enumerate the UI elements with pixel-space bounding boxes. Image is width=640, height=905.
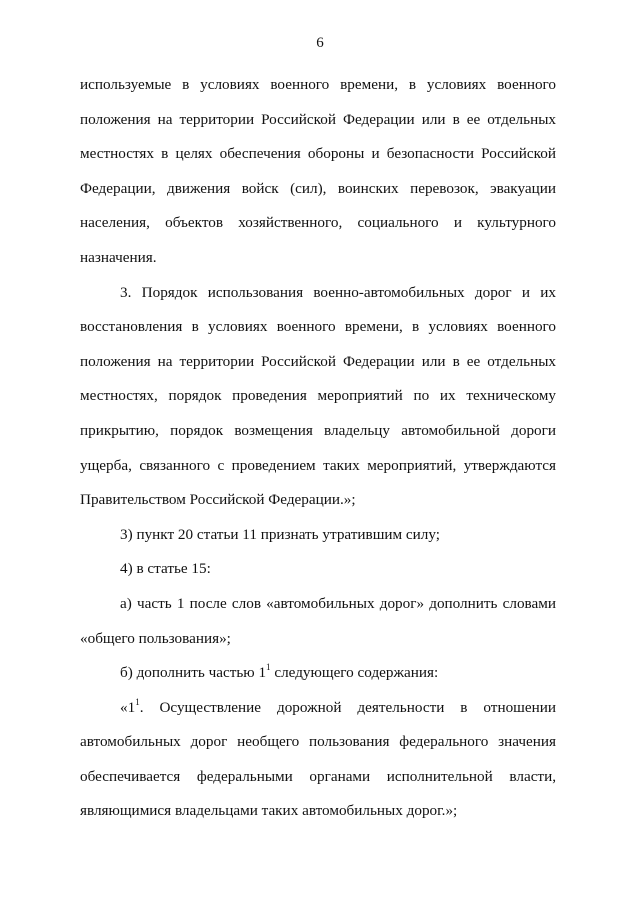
paragraph-part-1-1 [80, 691, 556, 829]
paragraph-clause-3: 3) пункт 20 статьи 11 признать утратившим силу; [120, 525, 440, 543]
paragraph-subclause-a: а) часть 1 после слов «автомобильных дорог» дополнить словами «общего пользования»; [80, 594, 556, 647]
paragraph-subclause-b-text: б) дополнить частью 1 [120, 664, 267, 682]
document-body [80, 68, 556, 829]
paragraph-part-1-1-lead: «1 [120, 698, 136, 716]
paragraph-subclause-b [80, 656, 556, 691]
paragraph-subclause-b-tail: следующего содержания: [270, 664, 439, 682]
page-number: 6 [316, 35, 324, 51]
superscript-number: 1 [135, 696, 140, 707]
paragraph-part-1-1-text: . Осуществление дорожной деятельности в отношении автомобильных дорог необщего пользования федерального значения обеспечивается федеральными органами исполнительной власти, являющимися владельцами таких автомобильных дорог.»; [80, 698, 556, 820]
paragraph-continuation: используемые в условиях военного времени, в условиях военного положения на территории Российской Федерации или в ее отдельных местностях в целях обеспечения обороны и безопасности Российской Федерации, движения войск (сил), воинских перевозок, эвакуации населения, объектов хозяйственного, социального и культурного назначения. [80, 76, 556, 266]
paragraph-clause-4: 4) в статье 15: [120, 560, 211, 578]
superscript-number: 1 [266, 662, 271, 673]
paragraph-item-3: 3. Порядок использования военно-автомобильных дорог и их восстановления в условиях военного времени, в условиях военного положения на территории Российской Федерации или в ее отдельных местностях, порядок проведения мероприятий по их техническому прикрытию, порядок возмещения владельцу автомобильной дороги ущерба, связанного с проведением таких мероприятий, утверждаются Правительством Российской Федерации.»; [80, 283, 556, 509]
